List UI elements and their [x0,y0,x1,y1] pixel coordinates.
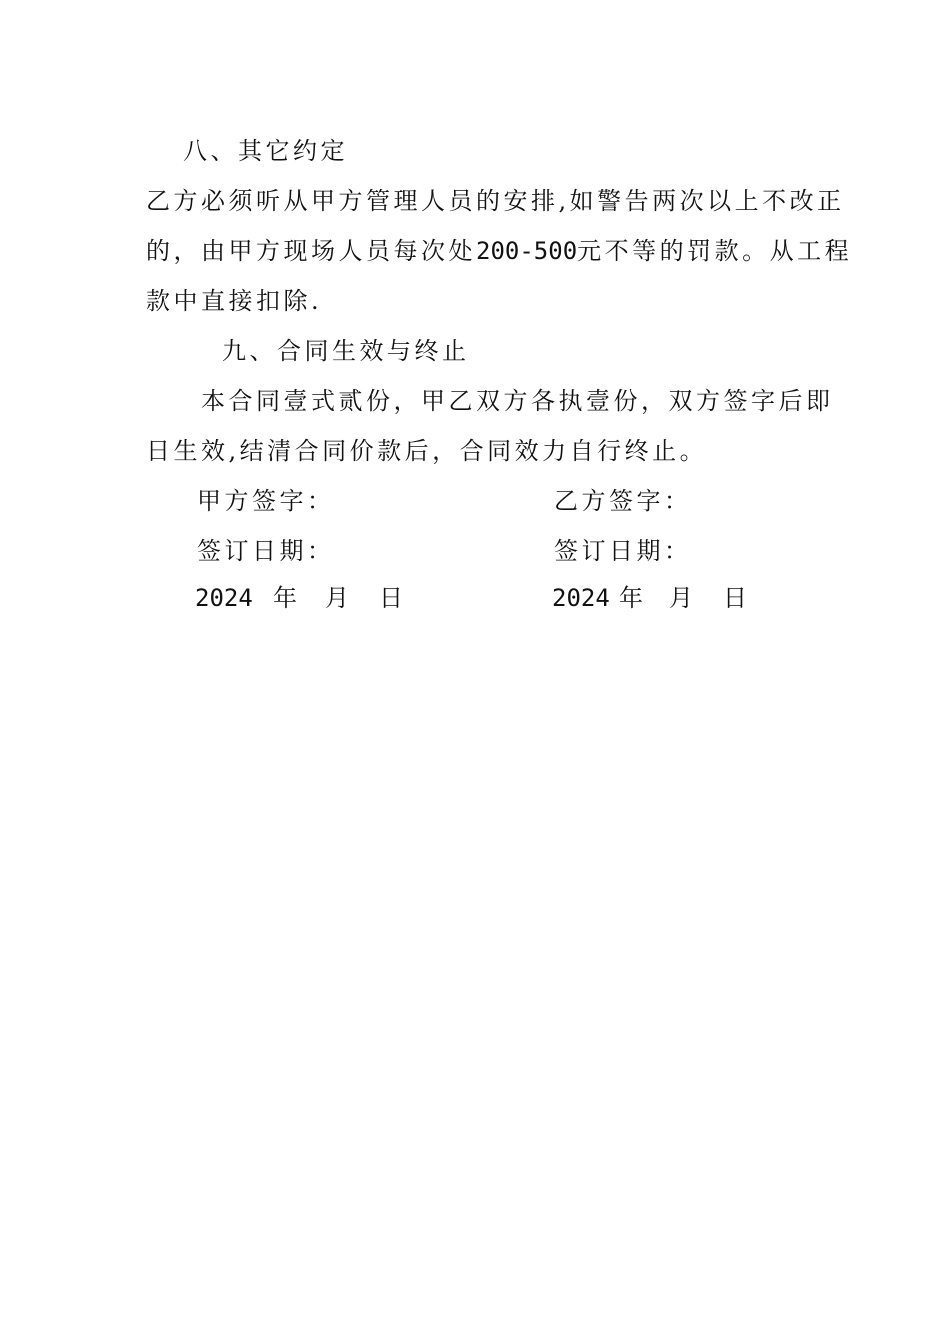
party-b-month-char: 月 [669,584,697,612]
section-8-text-before-amount: 的，由甲方现场人员每次处 [146,237,476,265]
fine-amount-range: 200-500 [476,237,578,265]
section-9-paragraph-line-1: 本合同壹式贰份，甲乙双方各执壹份，双方签字后即 [201,387,834,415]
party-b-date-line [552,583,751,613]
party-b-signature-label: 乙方签字： [554,487,692,515]
party-b-year-char: 年 [619,584,647,612]
party-a-month-char: 月 [325,584,353,612]
party-b-day-char: 日 [723,584,751,612]
party-a-date-line [195,583,407,613]
section-9-heading: 九、合同生效与终止 [222,337,470,365]
section-8-paragraph-line-2 [146,236,852,266]
section-8-heading: 八、其它约定 [183,137,348,165]
party-a-year-char: 年 [273,584,301,612]
party-a-date-label: 签订日期： [197,537,335,565]
section-8-text-after-amount: 元不等的罚款。从工程 [577,237,853,265]
party-a-year: 2024 [195,584,253,612]
section-8-paragraph-line-1: 乙方必须听从甲方管理人员的安排,如警告两次以上不改正 [146,187,845,215]
party-b-date-label: 签订日期： [554,537,692,565]
party-b-year: 2024 [552,584,610,612]
section-9-paragraph-line-2: 日生效,结清合同价款后，合同效力自行终止。 [146,437,708,465]
party-a-signature-label: 甲方签字： [197,487,335,515]
party-a-day-char: 日 [379,584,407,612]
section-8-paragraph-line-3: 款中直接扣除. [146,287,323,315]
